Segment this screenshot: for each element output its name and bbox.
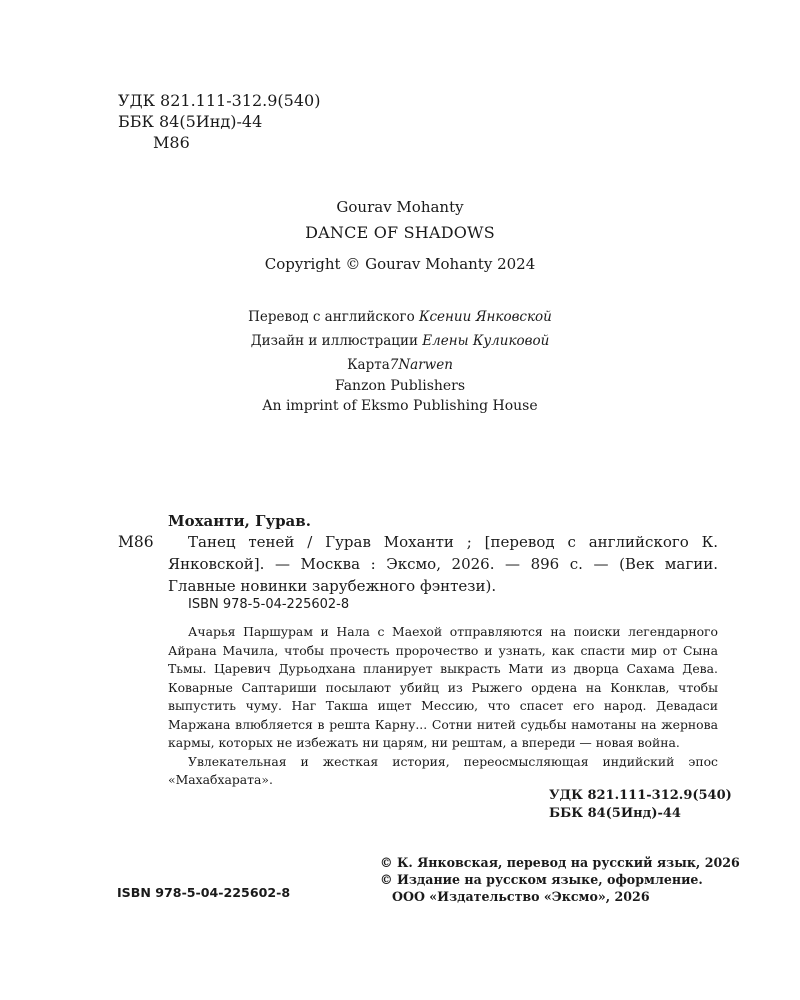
- translation-label: Перевод с английского: [248, 309, 415, 325]
- classification-codes: [118, 90, 320, 153]
- rights-block: [380, 854, 740, 905]
- translator-name: Ксении Янковской: [419, 309, 552, 325]
- original-copyright: Copyright © Gourav Mohanty 2024: [264, 255, 536, 273]
- catalog-card-description-text: Танец теней / Гурав Моханти ; [перевод с английского К. Янковской]. — Москва : Эксмо, 2026. — 896 с. — (Век магии. Главные новинки зарубежного фэнтези).: [168, 533, 718, 595]
- bottom-udk-code: УДК 821.111-312.9(540): [549, 788, 732, 803]
- publisher-name: Fanzon Publishers: [334, 378, 466, 394]
- bottom-bbk-code: ББК 84(5Инд)-44: [549, 806, 681, 821]
- annotation-paragraph: Ачарья Паршурам и Нала с Маехой отправляются на поиски легендарного Айрана Мачила, чтобы прочесть пророчество и узнать, как спасти мир от Сына Тьмы. Царевич Дурьодхана планирует выкрасть Мати из дворца Сахама Дева. Коварные Саптариши посылают убийц из Рыжего ордена на Конклав, чтобы выпустить чуму. Наг Такша ищет Мессию, что спасет его народ. Девадаси Маржана влюбляется в решта Карну... Сотни нитей судьбы намотаны на жернова кармы, которых не избежать ни царям, ни рештам, а впереди — новая война.: [168, 624, 718, 750]
- credits-block: [0, 305, 800, 377]
- catalog-card-isbn: ISBN 978-5-04-225602-8: [188, 597, 350, 612]
- bbk-code: ББК 84(5Инд)-44: [118, 112, 263, 131]
- map-artist-name: 7Narwen: [389, 357, 453, 373]
- rights-edition: © Издание на русском языке, оформление.: [380, 872, 703, 887]
- design-label: Дизайн и иллюстрации: [250, 333, 418, 349]
- publisher-block: [0, 376, 800, 416]
- author-mark: М86: [153, 133, 190, 152]
- catalog-card-description: [168, 531, 718, 597]
- bottom-classification-codes: [549, 787, 732, 823]
- rights-translation: © К. Янковская, перевод на русский язык, 2026: [380, 855, 740, 870]
- original-title: DANCE OF SHADOWS: [305, 223, 495, 242]
- catalog-card-heading: Моханти, Гурав.: [168, 512, 311, 530]
- original-author: Gourav Mohanty: [336, 198, 464, 216]
- udk-code: УДК 821.111-312.9(540): [118, 91, 321, 110]
- designer-name: Елены Куликовой: [422, 333, 550, 349]
- map-label: Карта: [347, 357, 390, 373]
- annotation-paragraph: Увлекательная и жесткая история, переосмысляющая индийский эпос «Махабхарата».: [168, 753, 718, 787]
- publisher-imprint: An imprint of Eksmo Publishing House: [262, 398, 538, 414]
- design-credit: [0, 329, 800, 353]
- map-credit: [0, 353, 800, 377]
- translation-credit: [0, 305, 800, 329]
- annotation: [168, 623, 718, 790]
- rights-publisher: ООО «Издательство «Эксмо», 2026: [392, 889, 650, 904]
- catalog-card-author-mark: М86: [118, 533, 154, 551]
- bottom-isbn: ISBN 978-5-04-225602-8: [117, 885, 291, 900]
